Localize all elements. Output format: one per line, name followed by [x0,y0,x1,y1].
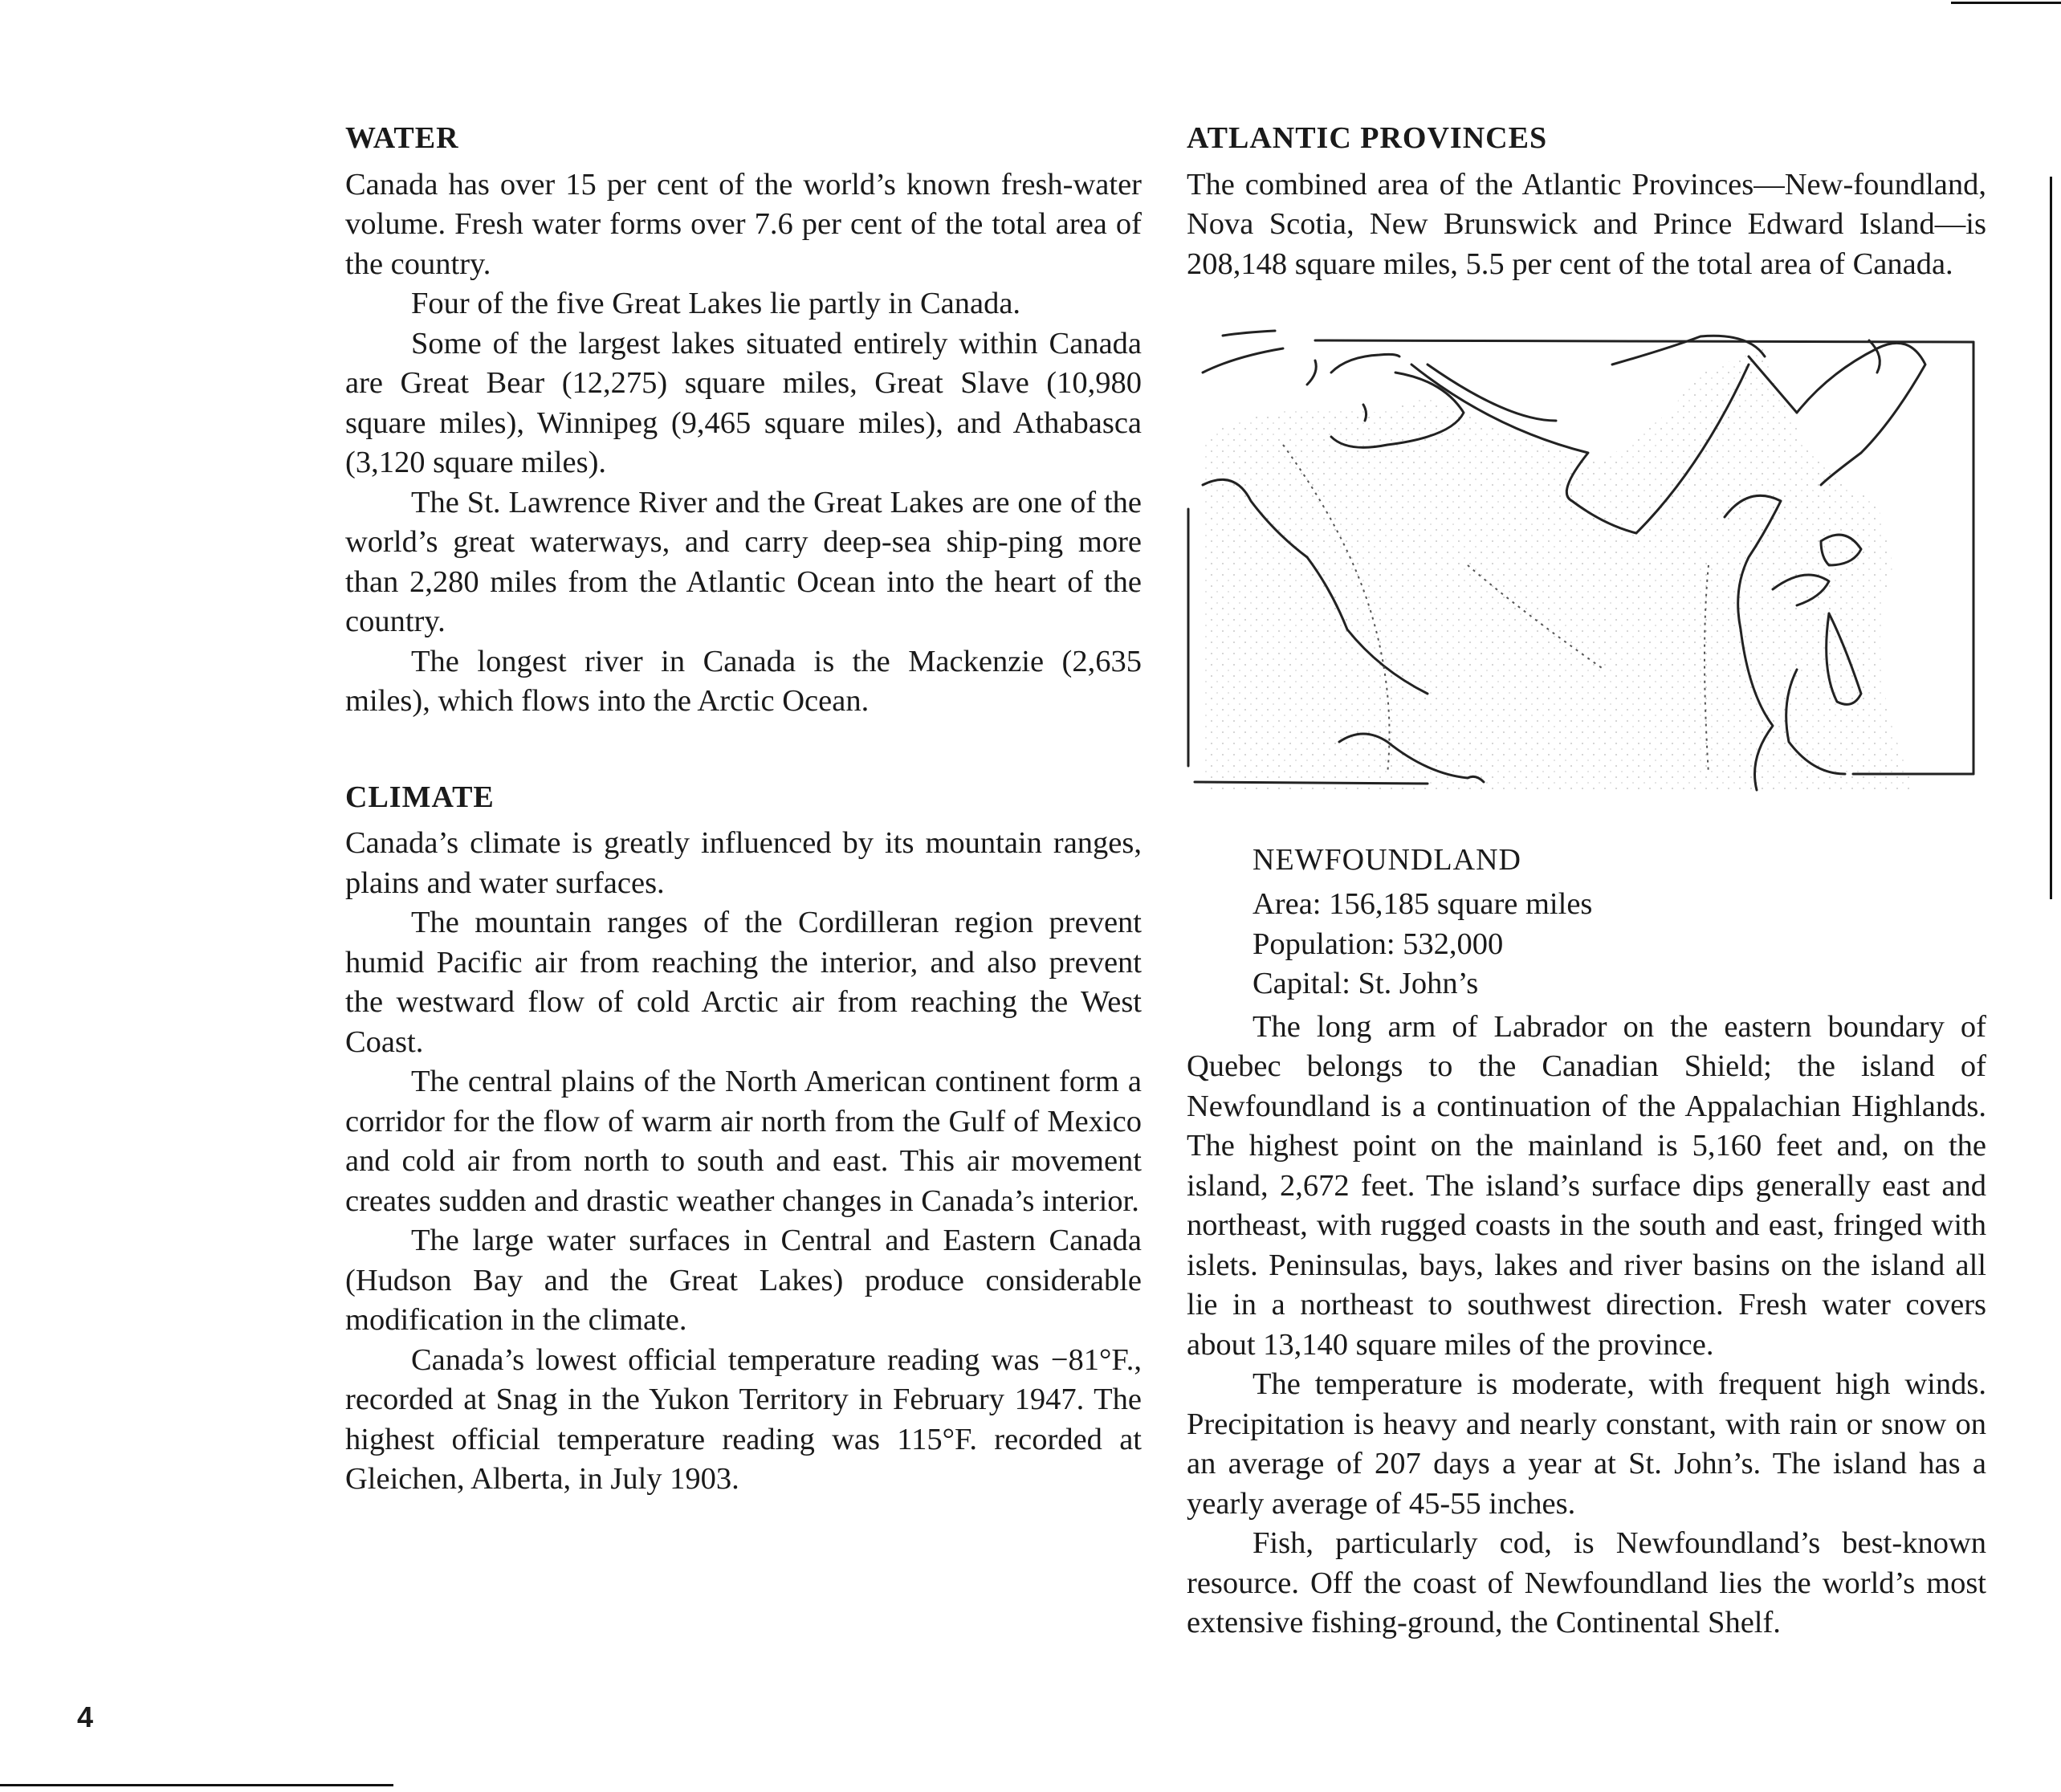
newfoundland-section [1187,838,1986,1643]
water-heading: WATER [345,121,459,155]
newfoundland-area: Area: 156,185 square miles [1252,887,1593,922]
climate-paragraph: The large water surfaces in Central and Eastern Canada (Hudson Bay and the Great Lakes) produce considerable modification in the climate. [345,1224,1142,1338]
right-edge-rule [2050,177,2052,899]
climate-paragraph: Canada’s climate is greatly influenced by its mountain ranges, plains and water surfaces. [345,826,1142,900]
atlantic-section [1187,120,1986,284]
water-paragraph: The longest river in Canada is the Mackenzie (2,635 miles), which flows into the Arctic Ocean. [345,644,1142,719]
climate-section [345,780,1142,1500]
water-paragraph: Canada has over 15 per cent of the world’s known fresh-water volume. Fresh water forms over 7.6 per cent of the total area of the country. [345,167,1142,281]
coastline [1203,348,1283,373]
climate-paragraph: Canada’s lowest official temperature reading was −81°F., recorded at Snag in the Yukon Territory in February 1947. The highest official temperature reading was 115°F. recorded at Gleichen, Alberta, in July 1903. [345,1342,1142,1497]
coastline [1869,340,1880,373]
water-section [345,120,1142,722]
newfoundland-facts [1187,838,1986,1004]
climate-heading: CLIMATE [345,780,495,814]
atlantic-provinces-map [1187,324,1986,806]
newfoundland-paragraph: Fish, particularly cod, is Newfoundland’s best-known resource. Off the coast of Newfoundland lies the world’s most extensive fishing-ground, the Continental Shelf. [1187,1526,1986,1640]
map-frame-top [1315,340,1973,342]
newfoundland-population: Population: 532,000 [1252,927,1504,961]
water-paragraph: The St. Lawrence River and the Great Lakes are one of the world’s great waterways, and carry deep-sea ship-ping more than 2,280 miles from the Atlantic Ocean into the heart of the country. [345,485,1142,639]
left-column [345,120,1142,1500]
map-frame-bottom [1195,782,1428,784]
land-stipple [1203,348,1909,790]
coastline [1223,331,1275,336]
climate-paragraph: The mountain ranges of the Cordilleran region prevent humid Pacific air from reaching the interior, and also prevent the westward flow of cold Arctic air from reaching the West Coast. [345,906,1142,1059]
newfoundland-heading: NEWFOUNDLAND [1252,843,1521,878]
right-column [1187,120,1986,1643]
water-paragraph: Four of the five Great Lakes lie partly in Canada. [411,287,1021,321]
page-number: 4 [77,1700,94,1733]
climate-paragraph: The central plains of the North American continent form a corridor for the flow of warm air north from the Gulf of Mexico and cold air from north to south and east. This air movement creates sudden and drastic weather changes in Canada’s interior. [345,1065,1142,1218]
newfoundland-capital: Capital: St. John’s [1252,967,1479,1001]
bottom-edge-rule [0,1784,393,1786]
map-illustration [1187,324,1986,806]
coastline [1331,354,1399,373]
atlantic-heading: ATLANTIC PROVINCES [1187,121,1548,155]
atlantic-paragraph: The combined area of the Atlantic Provinces—New-foundland, Nova Scotia, New Brunswick and Prince Edward Island—is 208,148 square miles, 5.5 per cent of the total area of Canada. [1187,167,1986,281]
water-paragraph: Some of the largest lakes situated entirely within Canada are Great Bear (12,275) square miles, Great Slave (10,980 square miles), Winnipeg (9,465 square miles), and Athabasca (3,120 square miles). [345,326,1142,480]
top-right-edge-rule [1951,2,2061,4]
newfoundland-paragraph: The temperature is moderate, with frequent high winds. Precipitation is heavy and nearly constant, with rain or snow on an average of 207 days a year at St. John’s. The island has a yearly average of 45-55 inches. [1187,1367,1986,1521]
coastline [1307,360,1316,385]
newfoundland-paragraph: The long arm of Labrador on the eastern boundary of Quebec belongs to the Canadian Shield; the island of Newfoundland is a continuation of the Appalachian Highlands. The highest point on the mainland is 5,160 feet and, on the island, 2,672 feet. The island’s surface dips generally east and northeast, with rugged coasts in the south and east, fringed with islets. Peninsulas, bays, lakes and river basins on the island all lie in a northeast to southwest direction. Fresh water covers about 13,140 square miles of the province. [1187,1009,1986,1362]
